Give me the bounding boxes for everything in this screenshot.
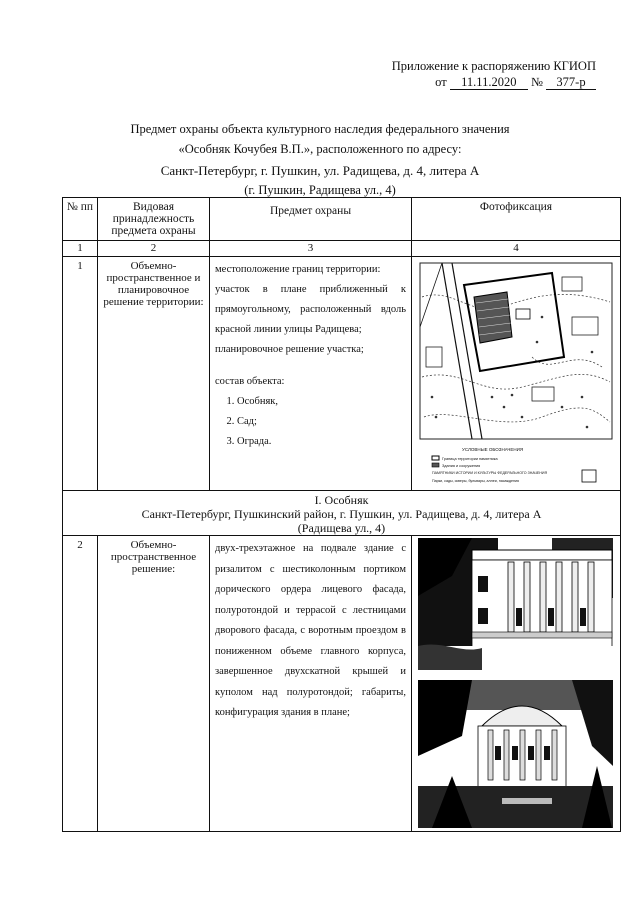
document-title-address: Санкт-Петербург, г. Пушкин, ул. Радищева, д. 4, литера А xyxy=(160,163,480,178)
subject-line: красной линии улицы Радищева; xyxy=(215,324,362,335)
col-number-2: 2 xyxy=(98,241,210,257)
section-title: I. Особняк xyxy=(314,493,369,507)
order-number: 377-р xyxy=(546,76,596,90)
table-row xyxy=(63,536,621,832)
row-number: 1 xyxy=(63,257,98,491)
building-photos xyxy=(412,536,619,830)
map-legend-item: Парки, сады, скверы, бульвары, аллеи, насаждения xyxy=(432,479,519,483)
site-map-cell xyxy=(412,257,621,491)
protection-subject xyxy=(210,257,412,491)
list-item: 3. Ограда. xyxy=(237,432,406,452)
table-header-row xyxy=(63,198,621,241)
list-item: 1. Особняк, xyxy=(237,392,406,412)
subject-line: участок в плане приближенный к xyxy=(215,284,406,295)
section-header-row xyxy=(63,491,621,536)
header-col-number: № пп xyxy=(63,198,98,241)
document-title-address-alt: (г. Пушкин, Радищева ул., 4) xyxy=(244,183,396,197)
row-number: 2 xyxy=(63,536,98,832)
subject-line: завершенное двухскатной крышей и xyxy=(215,666,406,677)
number-label: № xyxy=(530,75,543,89)
facade-photo xyxy=(418,538,613,670)
composition-label: состав объекта: xyxy=(215,376,285,387)
subject-line: ризалитом с шестиколонным портиком xyxy=(215,563,406,575)
protection-type: Объемно-пространственное решение: xyxy=(98,536,210,832)
section-address: Санкт-Петербург, Пушкинский район, г. Пушкин, ул. Радищева, д. 4, литера А xyxy=(141,507,542,521)
protection-type: Объемно-пространственное и планировочное решение территории: xyxy=(98,257,210,491)
col-number-3: 3 xyxy=(210,241,412,257)
column-number-row xyxy=(63,241,621,257)
document-title-line1: Предмет охраны объекта культурного наследия федерального значения xyxy=(130,122,510,136)
subject-line: дворового фасада, с воротным проездом в xyxy=(215,625,406,636)
appendix-header xyxy=(376,58,596,90)
col-number-1: 1 xyxy=(63,241,98,257)
map-legend-item: ПАМЯТНИКИ ИСТОРИИ И КУЛЬТУРЫ ФЕДЕРАЛЬНОГО ЗНАЧЕНИЯ xyxy=(432,471,548,475)
map-legend-item: Здания и сооружения xyxy=(442,464,481,468)
subject-line: пониженном объеме главного корпуса, xyxy=(215,645,406,657)
section-address-alt: (Радищева ул., 4) xyxy=(297,521,386,535)
order-date-number xyxy=(376,74,596,90)
rotunda-photo xyxy=(418,680,613,828)
subject-line: куполом над полуротондой; габариты, xyxy=(215,686,406,698)
header-col-subject: Предмет охраны xyxy=(210,198,412,241)
protection-subject-table xyxy=(62,197,621,832)
photo-cell xyxy=(412,536,621,832)
composition-list xyxy=(237,392,406,452)
site-plan-drawing xyxy=(412,257,619,489)
subject-line: полуротондой и террасой с лестницами xyxy=(215,604,406,616)
map-legend-title: УСЛОВНЫЕ ОБОЗНАЧЕНИЯ xyxy=(462,447,524,452)
subject-line: двух-трехэтажное на подвале здание с xyxy=(215,543,406,554)
appendix-label: Приложение к распоряжению КГИОП xyxy=(391,59,596,73)
from-label: от xyxy=(435,75,447,89)
document-title-line2: «Особняк Кочубея В.П.», расположенного по адресу: xyxy=(178,142,462,156)
order-date: 11.11.2020 xyxy=(450,76,528,90)
header-col-photo: Фотофиксация xyxy=(412,198,621,241)
header-col-type: Видовая принадлежность предмета охраны xyxy=(98,198,210,241)
subject-line: прямоугольному, расположенный вдоль xyxy=(215,304,406,315)
subject-line: планировочное решение участка; xyxy=(215,344,364,355)
map-legend-item: Граница территории памятника xyxy=(442,457,498,461)
site-plan-map xyxy=(412,257,620,489)
subject-line: дорического ордера лицевого фасада, xyxy=(215,584,406,595)
protection-subject xyxy=(210,536,412,832)
list-item: 2. Сад; xyxy=(237,412,406,432)
table-row xyxy=(63,257,621,491)
section-header xyxy=(63,491,621,536)
subject-line: конфигурация здания в плане; xyxy=(215,707,350,718)
subject-line: местоположение границ территории: xyxy=(215,264,381,275)
col-number-4: 4 xyxy=(412,241,621,257)
